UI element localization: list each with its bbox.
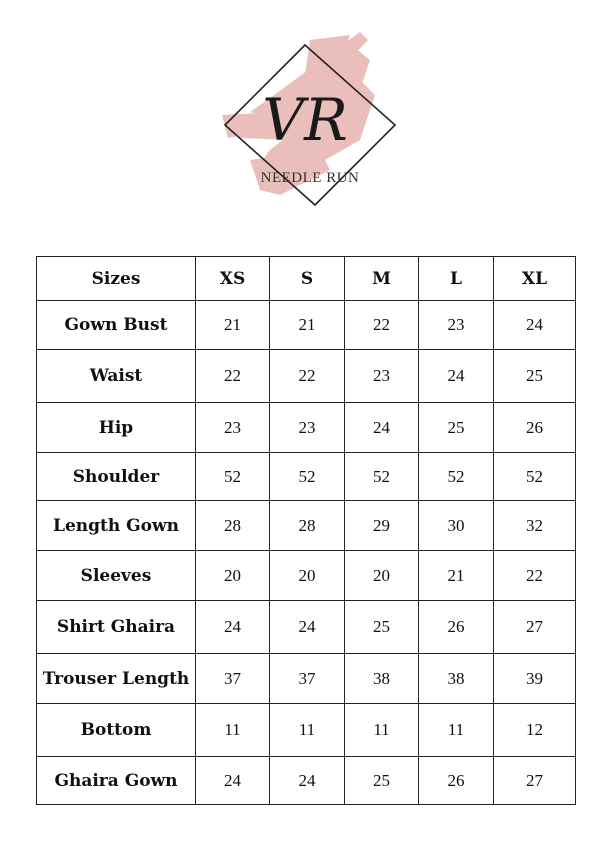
header-size-m: M xyxy=(345,257,419,301)
cell-value: 28 xyxy=(196,501,270,551)
cell-value: 38 xyxy=(345,654,419,704)
cell-value: 22 xyxy=(196,350,270,403)
header-size-l: L xyxy=(419,257,494,301)
cell-value: 23 xyxy=(419,301,494,350)
cell-value: 26 xyxy=(419,757,494,805)
cell-value: 37 xyxy=(196,654,270,704)
cell-value: 27 xyxy=(494,757,576,805)
header-size-xs: XS xyxy=(196,257,270,301)
cell-value: 11 xyxy=(196,704,270,757)
cell-value: 52 xyxy=(419,453,494,501)
table-row xyxy=(37,301,576,350)
brand-logo xyxy=(210,20,410,220)
cell-value: 25 xyxy=(419,403,494,453)
row-label: Gown Bust xyxy=(37,301,196,350)
cell-value: 25 xyxy=(345,757,419,805)
table-header-row xyxy=(37,257,576,301)
header-size-xl: XL xyxy=(494,257,576,301)
cell-value: 12 xyxy=(494,704,576,757)
cell-value: 37 xyxy=(270,654,345,704)
size-chart-table xyxy=(36,256,576,805)
cell-value: 20 xyxy=(270,551,345,601)
header-sizes: Sizes xyxy=(37,257,196,301)
cell-value: 27 xyxy=(494,601,576,654)
table-row xyxy=(37,403,576,453)
cell-value: 24 xyxy=(270,757,345,805)
cell-value: 52 xyxy=(494,453,576,501)
cell-value: 20 xyxy=(345,551,419,601)
cell-value: 28 xyxy=(270,501,345,551)
cell-value: 26 xyxy=(419,601,494,654)
cell-value: 25 xyxy=(494,350,576,403)
cell-value: 22 xyxy=(270,350,345,403)
cell-value: 22 xyxy=(494,551,576,601)
cell-value: 38 xyxy=(419,654,494,704)
cell-value: 11 xyxy=(419,704,494,757)
table-row xyxy=(37,453,576,501)
cell-value: 32 xyxy=(494,501,576,551)
cell-value: 11 xyxy=(345,704,419,757)
cell-value: 22 xyxy=(345,301,419,350)
cell-value: 24 xyxy=(419,350,494,403)
cell-value: 52 xyxy=(196,453,270,501)
cell-value: 11 xyxy=(270,704,345,757)
cell-value: 26 xyxy=(494,403,576,453)
cell-value: 21 xyxy=(270,301,345,350)
cell-value: 24 xyxy=(494,301,576,350)
cell-value: 23 xyxy=(270,403,345,453)
logo-mark xyxy=(210,20,410,220)
table-row xyxy=(37,551,576,601)
cell-value: 39 xyxy=(494,654,576,704)
table-row xyxy=(37,654,576,704)
row-label: Sleeves xyxy=(37,551,196,601)
cell-value: 21 xyxy=(196,301,270,350)
row-label: Trouser Length xyxy=(37,654,196,704)
cell-value: 20 xyxy=(196,551,270,601)
cell-value: 30 xyxy=(419,501,494,551)
row-label: Shoulder xyxy=(37,453,196,501)
table-row xyxy=(37,501,576,551)
cell-value: 24 xyxy=(196,757,270,805)
cell-value: 23 xyxy=(345,350,419,403)
cell-value: 24 xyxy=(196,601,270,654)
brand-name: NEEDLE RUN xyxy=(260,170,360,186)
cell-value: 24 xyxy=(270,601,345,654)
table-row xyxy=(37,704,576,757)
cell-value: 21 xyxy=(419,551,494,601)
cell-value: 23 xyxy=(196,403,270,453)
row-label: Waist xyxy=(37,350,196,403)
row-label: Bottom xyxy=(37,704,196,757)
table-row xyxy=(37,601,576,654)
cell-value: 25 xyxy=(345,601,419,654)
cell-value: 52 xyxy=(270,453,345,501)
row-label: Ghaira Gown xyxy=(37,757,196,805)
header-size-s: S xyxy=(270,257,345,301)
cell-value: 24 xyxy=(345,403,419,453)
cell-value: 29 xyxy=(345,501,419,551)
row-label: Length Gown xyxy=(37,501,196,551)
row-label: Shirt Ghaira xyxy=(37,601,196,654)
table-row xyxy=(37,350,576,403)
cell-value: 52 xyxy=(345,453,419,501)
table-row xyxy=(37,757,576,805)
row-label: Hip xyxy=(37,403,196,453)
monogram-text: VR xyxy=(262,86,348,154)
